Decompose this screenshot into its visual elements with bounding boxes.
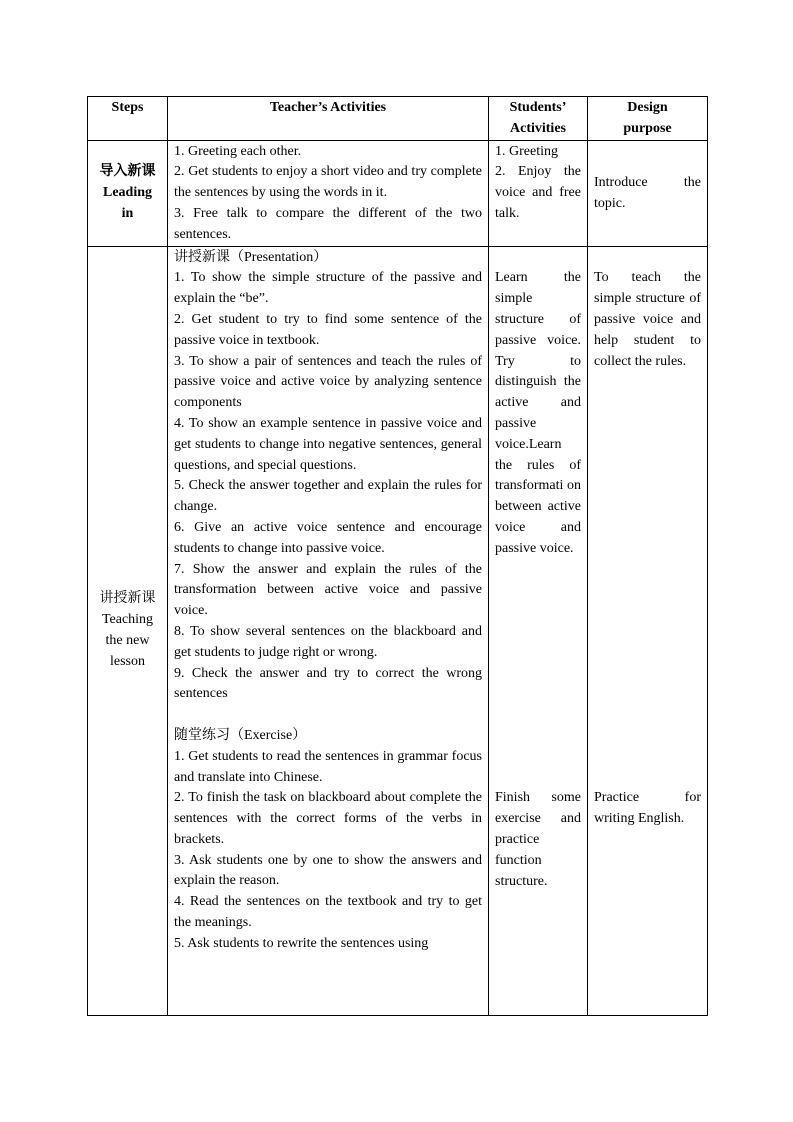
teacher-activity-item: 3. Free talk to compare the different of the two sentences. <box>174 205 482 242</box>
presentation-item: 4. To show an example sentence in passive voice and get students to change into negative sentences, general questions, and special questions. <box>174 415 482 473</box>
presentation-title: 讲授新课（Presentation） <box>174 249 328 265</box>
teacher-activities-teaching <box>168 246 489 1015</box>
header-students-activities <box>489 97 588 141</box>
step-leading-in-cn: 导入新课 <box>99 164 156 180</box>
header-purpose-line1: Design <box>627 100 668 115</box>
exercise-item: 4. Read the sentences on the textbook and try to get the meanings. <box>174 894 482 931</box>
students-exercise-text: Finish some exercise and practice function structure. <box>495 790 581 889</box>
students-presentation-text: Learn the simple structure of passive voice. Try to distinguish the active and passive voice.Learn the rules of transformati on between active voice and passive voice. <box>495 270 581 556</box>
table-row-teaching-new-lesson <box>88 246 708 1015</box>
header-students-line1: Students’ <box>509 100 567 115</box>
students-activities-teaching <box>489 246 588 1015</box>
purpose-exercise-text: Practice for writing English. <box>594 790 701 827</box>
exercise-item: 3. Ask students one by one to show the answers and explain the reason. <box>174 852 482 889</box>
step-teaching-new-lesson <box>88 246 168 1015</box>
header-steps: Steps <box>88 97 168 141</box>
student-activity-item: 1. Greeting <box>495 143 558 159</box>
exercise-item: 2. To finish the task on blackboard about complete the sentences with the correct forms of the verbs in brackets. <box>174 790 482 847</box>
header-students-line2: Activities <box>510 120 566 136</box>
student-activity-item: 2. Enjoy the voice and free talk. <box>495 164 581 221</box>
exercise-item: 5. Ask students to rewrite the sentences using <box>174 935 429 951</box>
blank-line <box>174 705 482 726</box>
presentation-item: 6. Give an active voice sentence and encourage students to change into passive voice. <box>174 519 482 556</box>
design-purpose-teaching <box>588 246 708 1015</box>
purpose-text: Introduce the topic. <box>594 174 701 211</box>
purpose-presentation-text: To teach the simple structure of passive voice and help student to collect the rules. <box>594 270 701 369</box>
lesson-plan-table <box>87 96 708 1016</box>
step-leading-in <box>88 140 168 246</box>
step-teaching-en-line3: lesson <box>110 653 145 669</box>
presentation-item: 3. To show a pair of sentences and teach the rules of passive voice and active voice by analyzing sentence components <box>174 353 482 411</box>
step-leading-in-en-line2: in <box>121 205 134 221</box>
blank-line <box>495 248 581 269</box>
header-teacher-activities: Teacher’s Activities <box>168 97 489 141</box>
table-row-leading-in <box>88 140 708 246</box>
step-teaching-en-line2: the new <box>105 633 150 649</box>
blank-line <box>594 248 701 269</box>
presentation-item: 2. Get student to try to find some sentence of the passive voice in textbook. <box>174 311 482 348</box>
exercise-item: 1. Get students to read the sentences in grammar focus and translate into Chinese. <box>174 748 482 785</box>
presentation-item: 7. Show the answer and explain the rules of the transformation between active voice and passive voice. <box>174 561 482 619</box>
step-teaching-cn: 讲授新课 <box>99 591 156 607</box>
header-design-purpose <box>588 97 708 141</box>
students-activities-leading-in <box>489 140 588 246</box>
header-purpose-line2: purpose <box>623 120 672 136</box>
design-purpose-leading-in <box>588 140 708 246</box>
step-teaching-en-line1: Teaching <box>101 612 154 628</box>
header-row <box>88 97 708 141</box>
exercise-title: 随堂练习（Exercise） <box>174 727 307 743</box>
presentation-item: 1. To show the simple structure of the passive and explain the “be”. <box>174 270 482 307</box>
teacher-activity-item: 1. Greeting each other. <box>174 143 302 159</box>
presentation-item: 8. To show several sentences on the blackboard and get students to judge right or wrong. <box>174 623 482 660</box>
presentation-item: 9. Check the answer and try to correct the wrong sentences <box>174 665 482 702</box>
step-leading-in-en-line1: Leading <box>102 185 152 201</box>
teacher-activities-leading-in <box>168 140 489 246</box>
presentation-item: 5. Check the answer together and explain the rules for change. <box>174 478 482 515</box>
teacher-activity-item: 2. Get students to enjoy a short video and try complete the sentences by using the words in it. <box>174 164 482 201</box>
